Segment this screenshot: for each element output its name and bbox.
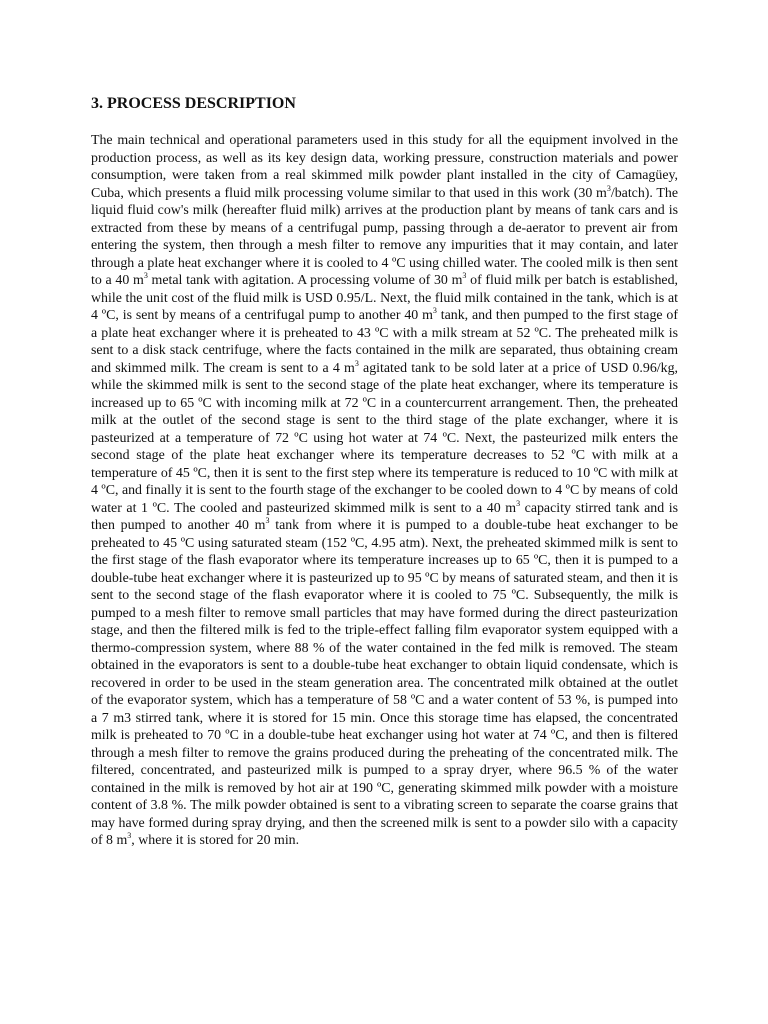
text-run: tank, and then pumped to the first stage of a plate heat exchanger where it is preheated to 43 ºC with a milk stream at 52 ºC. The preheated milk is sent to a disk stack centrifuge, where the facts contained in the milk are separated, thus obtaining cream and skimmed milk. The cream is sent to a 4 m <box>91 308 678 376</box>
text-run: /batch). The liquid fluid cow's milk (hereafter fluid milk) arrives at the production plant by means of tank cars and is extracted from these by means of a centrifugal pump, passing through a de-aerator to prevent air from entering the system, then through a mesh filter to remove any impurities that it may contain, and later through a plate heat exchanger where it is cooled to 4 ºC using chilled water. The cooled milk is then sent to a 40 m <box>91 185 678 288</box>
text-run: metal tank with agitation. A processing volume of 30 m <box>147 273 463 288</box>
section-number-separator: . <box>99 95 107 112</box>
body-paragraph <box>91 132 678 850</box>
text-run: capacity stirred tank and is then pumped to another 40 m <box>91 500 678 533</box>
section-number: 3 <box>91 95 99 112</box>
text-run: , where it is stored for 20 min. <box>131 833 300 848</box>
text-run: of fluid milk per batch is established, while the unit cost of the fluid milk is USD 0.95/L. Next, the fluid milk contained in the tank, which is at 4 ºC, is sent by means of a centrifugal pump to another 40 m <box>91 273 678 323</box>
superscript: 3 <box>516 498 521 508</box>
superscript: 3 <box>265 516 270 525</box>
text-run: agitated tank to be sold later at a price of USD 0.96/kg, while the skimmed milk is sent to the second stage of the plate heat exchanger, where its temperature is increased up to 65 ºC with incoming milk at 72 ºC in a countercurrent arrangement. Then, the preheated milk at the outlet of the second stage is sent to the third stage of the plate exchanger, where it is pasteurized at a temperature of 72 ºC using hot water at 74 ºC. Next, the pasteurized milk enters the second stage of the plate heat exchanger where its temperature decreases to 52 ºC with milk at a temperature of 45 ºC, then it is sent to the first step where its temperature is reduced to 10 ºC with milk at 4 ºC, and finally it is sent to the fourth stage of the exchanger to be cooled down to 4 ºC by means of cold water at 1 ºC. The cooled and pasteurized skimmed milk is sent to a 40 m <box>91 360 679 516</box>
superscript: 3 <box>354 358 359 368</box>
superscript: 3 <box>127 831 132 840</box>
superscript: 3 <box>432 306 437 315</box>
text-run: The main technical and operational parameters used in this study for all the equipment involved in the production process, as well as its key design data, working pressure, construction materials and power consumption, were taken from a real skimmed milk powder plant installed in the city of Camagüey, Cuba, which presents a fluid milk processing volume similar to that used in this work (30 m <box>91 133 678 201</box>
superscript: 3 <box>606 183 611 193</box>
superscript: 3 <box>143 271 148 280</box>
text-run: tank from where it is pumped to a double-tube heat exchanger to be preheated to 45 ºC using saturated steam (152 ºC, 4.95 atm). Next, the preheated skimmed milk is sent to the first stage of the flash evaporator where its temperature increases up to 65 ºC, then it is pumped to a double-tube heat exchanger where it is pasteurized up to 95 ºC by means of saturated steam, and then it is sent to the second stage of the flash evaporator where it is cooled to 75 ºC. Subsequently, the milk is pumped to a mesh filter to remove small particles that may have formed during the direct pasteurization stage, and then the filtered milk is fed to the triple-effect falling film evaporator system equipped with a thermo-compression system, where 88 % of the water contained in the fed milk is removed. The steam obtained in the evaporators is sent to a double-tube heat exchanger to obtain liquid condensate, which is recovered in order to be used in the steam generation area. The concentrated milk obtained at the outlet of the evaporator system, which has a temperature of 58 ºC and a water content of 53 %, is pumped into a 7 m3 stirred tank, where it is stored for 15 min. Once this storage time has elapsed, the concentrated milk is preheated to 70 ºC in a double-tube heat exchanger using hot water at 74 ºC, and then is filtered through a mesh filter to remove the grains produced during the preheating of the concentrated milk. The filtered, concentrated, and pasteurized milk is pumped to a spray dryer, where 96.5 % of the water contained in the milk is removed by hot air at 190 ºC, generating skimmed milk powder with a moisture content of 3.8 %. The milk powder obtained is sent to a vibrating screen to separate the coarse grains that may have formed during spray drying, and then the screened milk is sent to a powder silo with a capacity of 8 m <box>91 518 678 848</box>
superscript: 3 <box>462 271 467 280</box>
section-heading <box>91 94 678 114</box>
document-page <box>91 94 678 850</box>
section-title: PROCESS DESCRIPTION <box>107 95 296 112</box>
